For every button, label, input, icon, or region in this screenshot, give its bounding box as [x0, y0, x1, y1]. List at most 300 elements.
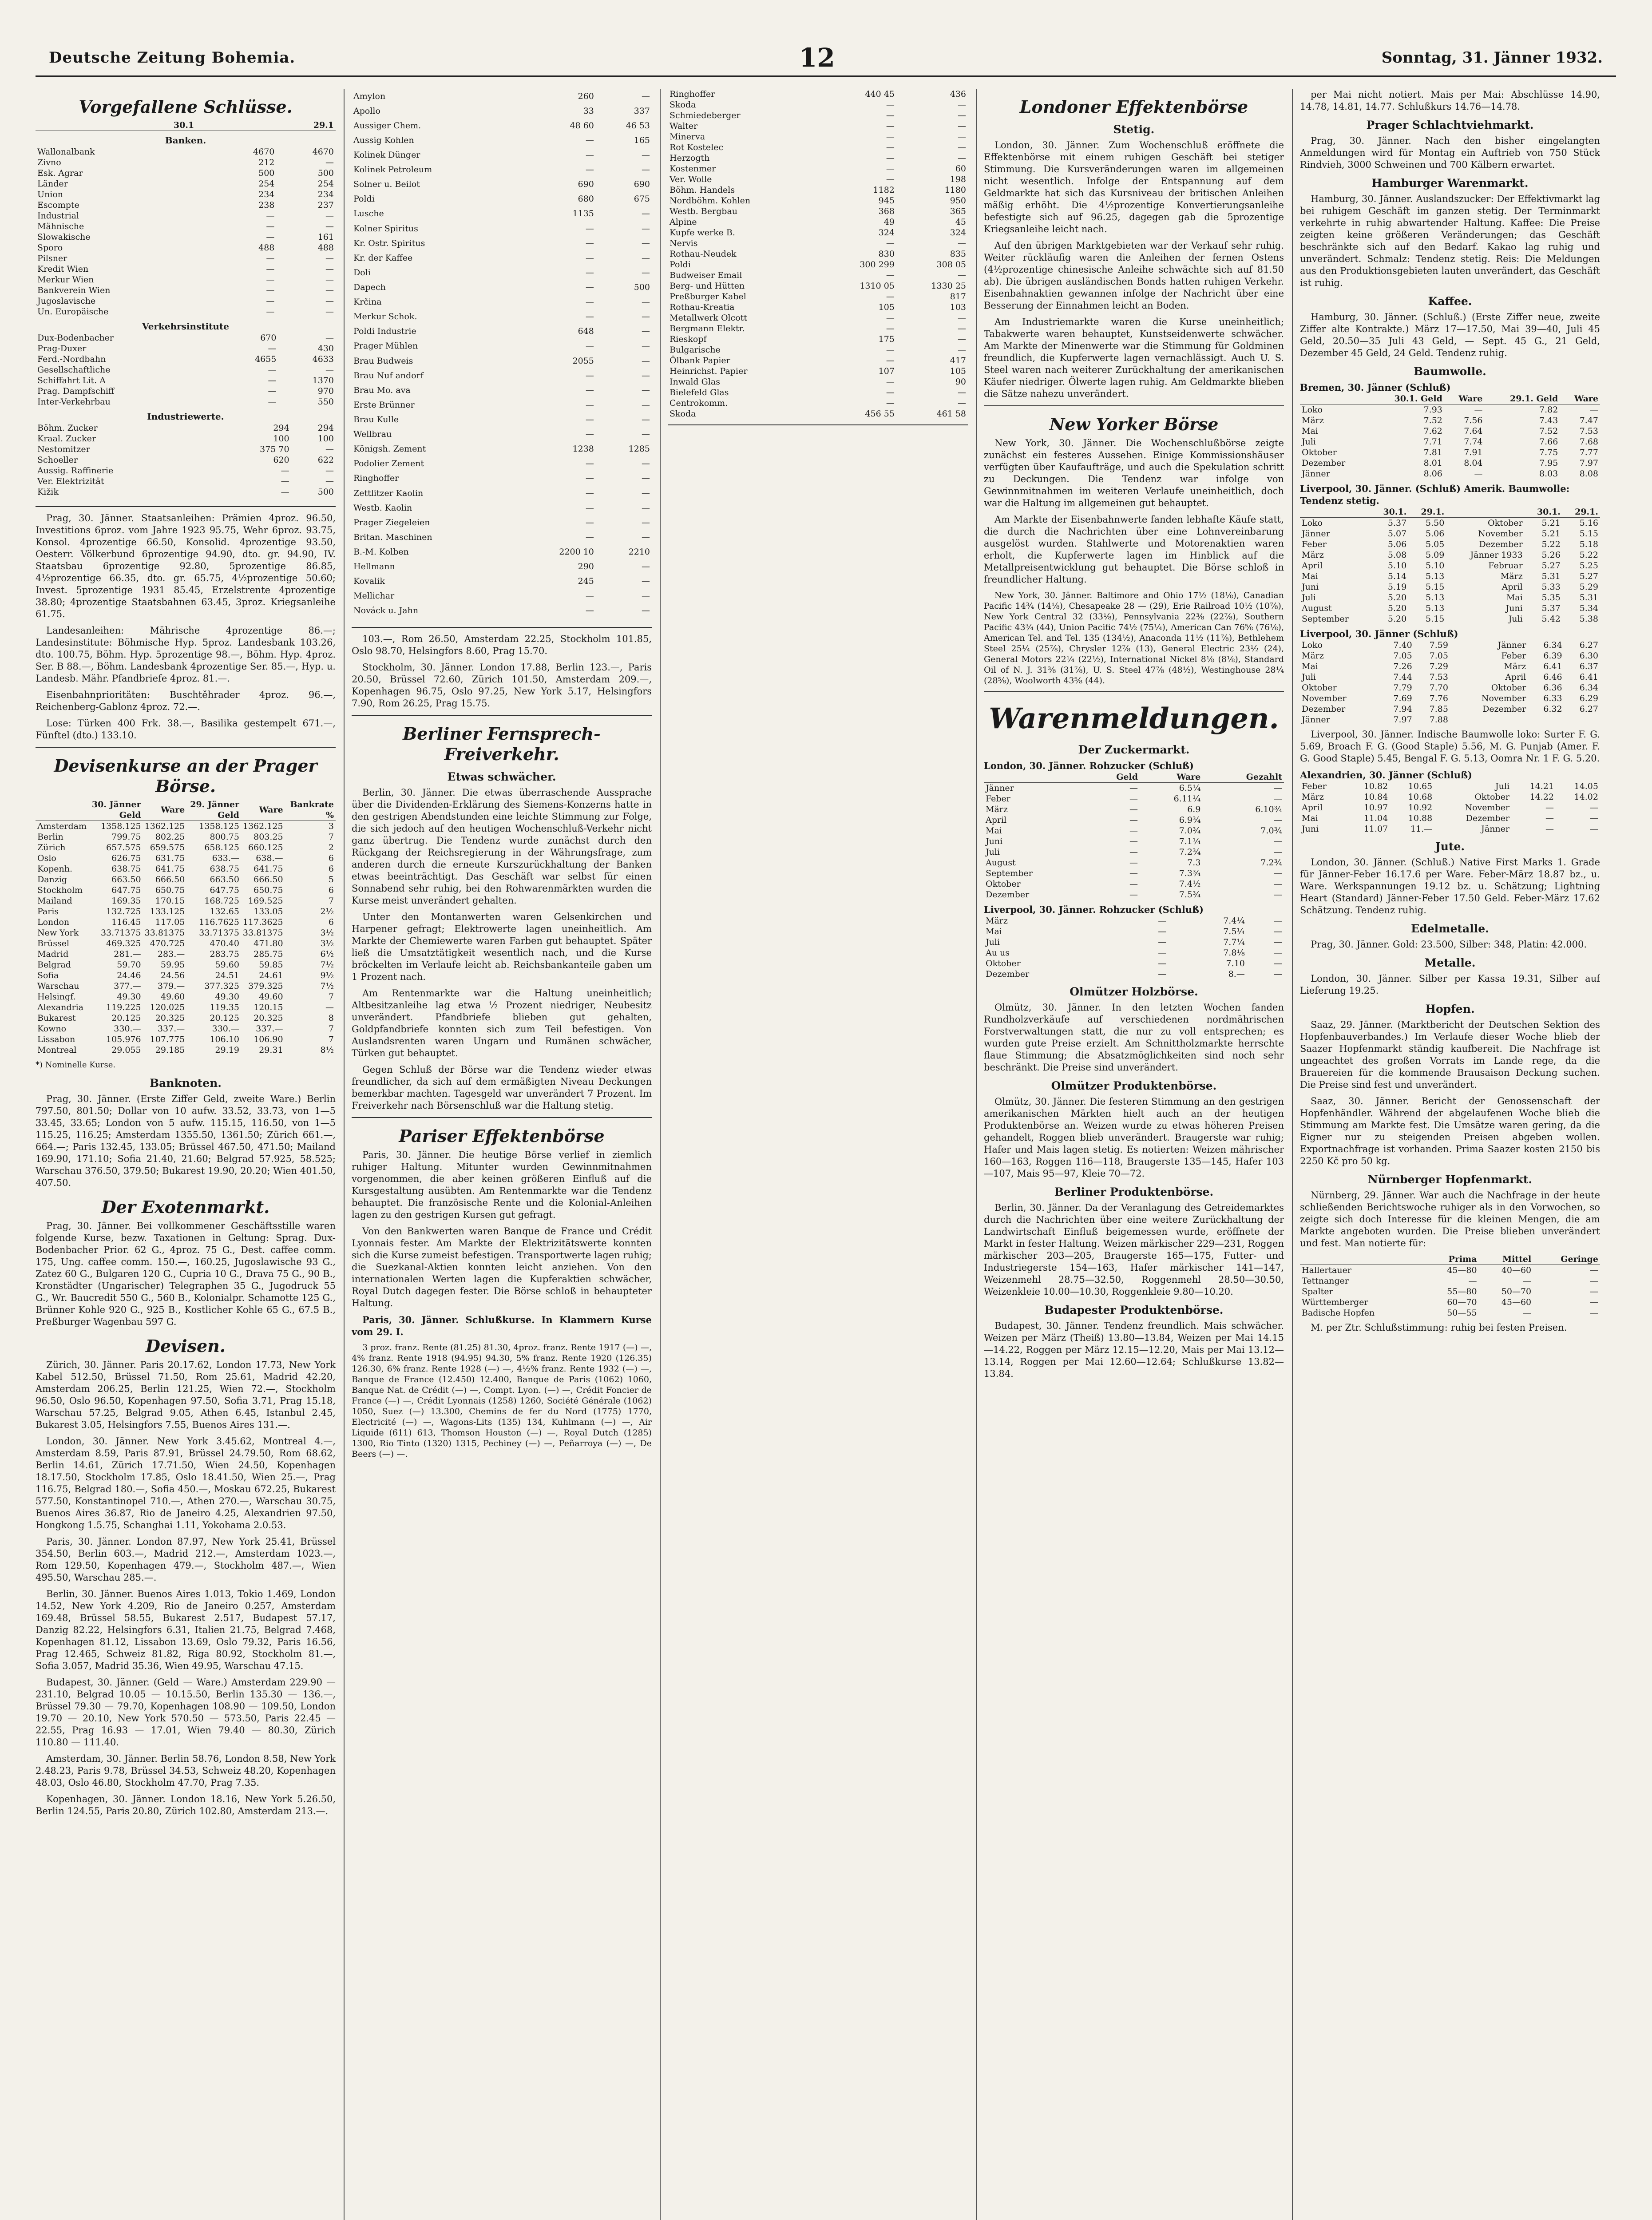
table-cell: 6.32 — [1543, 704, 1562, 714]
bremen-head: Bremen, 30. Jänner (Schluß) — [1300, 382, 1451, 393]
table-row — [984, 969, 1284, 979]
table-cell: — — [585, 414, 594, 424]
table-cell: 817 — [950, 292, 966, 301]
table-cell: 6.29 — [1579, 694, 1598, 703]
table-cell: 659.575 — [150, 843, 185, 852]
nuern-table — [1300, 1254, 1600, 1318]
table-header: Prima — [1424, 1254, 1479, 1265]
table-cell: 169.525 — [248, 896, 283, 906]
table-cell: — — [642, 253, 650, 263]
table-header: 29.1. Geld — [1485, 393, 1560, 404]
table-cell: Apollo — [353, 106, 380, 116]
table-cell: 7.66 — [1539, 437, 1558, 447]
alexandrien-table — [1300, 781, 1600, 834]
table-cell: 283.75 — [210, 949, 239, 959]
table-cell: Kr. Ostr. Spiritus — [353, 238, 425, 248]
table-header: 30. Jänner Geld — [88, 799, 143, 821]
vorgefallene-table-3 — [668, 89, 968, 419]
table-row — [1300, 528, 1600, 539]
table-cell: 8.03 — [1539, 469, 1558, 479]
table-row — [984, 804, 1284, 815]
table-row — [36, 842, 336, 853]
table-row — [1300, 1297, 1600, 1308]
table-cell: 8.04 — [1464, 458, 1483, 468]
table-cell: 100 — [317, 434, 334, 444]
table-row — [668, 408, 968, 419]
table-header: 29.1. — [1562, 507, 1600, 518]
table-row — [668, 398, 968, 408]
table-cell: 7.93 — [1423, 405, 1442, 415]
table-row — [36, 959, 336, 970]
table-row — [36, 917, 336, 928]
table-cell: Jänner 1933 — [1470, 550, 1523, 560]
table-cell: 337.— — [157, 1024, 185, 1034]
table-cell: — — [281, 476, 289, 486]
table-cell: Amylon — [353, 91, 386, 101]
table-header: 30.1. — [1371, 507, 1408, 518]
table-cell: 8.— — [1228, 969, 1245, 979]
table-cell: Un. Europäische — [37, 307, 109, 317]
table-cell: 379.325 — [248, 981, 283, 991]
table-cell: 6 — [328, 917, 334, 927]
table-cell: März — [986, 916, 1008, 926]
table-row — [1300, 582, 1600, 592]
table-cell: — — [325, 296, 334, 306]
table-cell: — — [642, 356, 650, 366]
table-cell: 7 — [328, 832, 334, 842]
table-row — [352, 236, 652, 250]
table-header: 30.1. Geld — [1369, 393, 1444, 404]
table-cell: Kolner Spiritus — [353, 223, 418, 234]
table-cell: März — [1302, 416, 1324, 425]
table-cell: 550 — [317, 397, 334, 407]
table-cell: Feber — [1302, 539, 1327, 549]
table-cell: 3½ — [320, 939, 334, 948]
vorgefallene-left — [36, 120, 336, 501]
table-cell: 666.50 — [254, 875, 283, 884]
table-cell: — — [886, 174, 895, 184]
table-cell: Aussig. Raffinerie — [37, 466, 114, 476]
table-cell: — — [642, 591, 650, 601]
hamb-text: Hamburg, 30. Jänner. Auslandszucker: Der Effektivmarkt lag bei ruhigem Geschäft im ganzen stetig. Der Terminmarkt verkehrte in ruhig abwartender Haltung. Kaffee: Die Preise zeigten keine größeren Veränderungen; das Geschäft beschränkte sich auf den Bedarf. Kakao lag ruhig und unverändert. Schmalz: Tendenz stetig. Reis: Die Meldungen aus den Produktionsgebieten lauten unverändert, das Geschäft ist ruhig. — [1300, 194, 1600, 288]
table-cell: Mähnische — [37, 222, 84, 231]
table-cell: Kižik — [37, 487, 59, 497]
table-row — [1300, 603, 1600, 614]
industrie-table-2 — [352, 89, 652, 618]
table-cell: 119.225 — [106, 1003, 141, 1012]
table-cell: 7.97 — [1393, 715, 1412, 725]
table-row — [36, 896, 336, 906]
table-cell: Dapech — [353, 282, 386, 292]
table-row — [984, 926, 1284, 937]
table-cell: 11.— — [1410, 824, 1433, 834]
column-b — [352, 89, 652, 2220]
table-row — [36, 1013, 336, 1023]
column-c — [668, 89, 968, 2220]
table-cell: Zürich — [37, 843, 66, 852]
table-row — [1300, 813, 1600, 824]
table-cell: — — [281, 466, 289, 476]
table-cell: 6.46 — [1543, 672, 1562, 682]
devisen2-title: Devisen. — [145, 1336, 226, 1356]
table-cell: 7.43 — [1539, 416, 1558, 425]
table-cell: — — [642, 606, 650, 616]
table-row — [352, 471, 652, 486]
table-cell: — — [1274, 836, 1282, 846]
table-cell: Kostenmer — [670, 164, 716, 174]
table-cell: 6.34 — [1543, 640, 1562, 650]
table-cell: Bergmann Elektr. — [670, 324, 745, 333]
table-cell: — — [642, 459, 650, 469]
table-cell: Au us — [986, 948, 1010, 958]
table-cell: Juli — [1302, 437, 1316, 447]
column-rule — [660, 89, 661, 2220]
table-cell: November — [1481, 694, 1526, 703]
table-cell: 7.79 — [1393, 683, 1412, 693]
table-row — [984, 889, 1284, 900]
table-cell: 7.62 — [1423, 426, 1442, 436]
table-cell: Zivno — [37, 158, 61, 167]
banknoten-title: Banknoten. — [149, 1077, 222, 1090]
zucker2-head: Liverpool, 30. Jänner. Rohzucker (Schluß) — [984, 904, 1204, 915]
table-cell: 106.10 — [210, 1035, 239, 1044]
table-cell: 6.34 — [1579, 683, 1598, 693]
table-cell: — — [266, 222, 275, 231]
table-cell: 377.— — [114, 981, 141, 991]
table-cell: 5.37 — [1541, 603, 1561, 613]
table-cell: 379.— — [157, 981, 185, 991]
table-row — [984, 836, 1284, 847]
table-row — [1300, 592, 1600, 603]
table-row — [36, 874, 336, 885]
table-cell: 7.91 — [1464, 448, 1483, 457]
table-row — [668, 174, 968, 185]
table-cell: — — [585, 459, 594, 469]
table-cell: 417 — [950, 356, 966, 365]
table-cell: März — [1302, 792, 1324, 802]
table-cell: 7.52 — [1423, 416, 1442, 425]
table-cell: 330.— — [114, 1024, 141, 1034]
table-cell: 5.07 — [1387, 529, 1407, 539]
table-cell: 24.61 — [259, 971, 283, 980]
table-row — [984, 857, 1284, 868]
table-row — [1300, 614, 1600, 624]
table-cell: — — [642, 400, 650, 410]
table-cell: — — [585, 385, 594, 395]
table-cell: Dezember — [986, 969, 1030, 979]
table-cell: 10.97 — [1363, 803, 1388, 813]
table-cell: Danzig — [37, 875, 67, 884]
table-row — [1300, 1265, 1600, 1276]
table-cell: — — [958, 121, 966, 131]
table-cell: Mai — [1506, 593, 1523, 603]
table-cell: 1285 — [628, 444, 650, 454]
newspaper-title: Deutsche Zeitung Bohemia. — [49, 49, 296, 67]
table-cell: 90 — [955, 377, 966, 387]
table-cell: 8 — [328, 1013, 334, 1023]
table-cell: Nováck u. Jahn — [353, 606, 419, 616]
table-cell: 103 — [950, 302, 966, 312]
table-cell: 7.77 — [1579, 448, 1598, 457]
table-cell: — — [886, 398, 895, 408]
table-cell: 254 — [317, 179, 334, 189]
table-cell: — — [886, 356, 895, 365]
paragraph: Prag, 30. Jänner. Staatsanleihen: Prämien 4proz. 96.50, Investitions 6proz. vom Jahre 1923 95.75, Wehr 6proz. 93.75, Konsol. 4prozentige 66.50, Konsolid. 4prozentige 93.50, Oesterr. Völkerbund 6prozentige 94.90, dto. gr. 94.90, IV. Staatsbau 6prozentige 92.80, 5prozentige 86.85, 4½prozentige 66.35, dto. gr. 65.75, 4½prozentige 50.60; Invest. 5prozentige 1931 85.45, Erzelstrente 4prozentige 38.80; 4prozentige Staatsbahnen 63.45, 3proz. Kriegsanleihe 61.75. — [36, 513, 336, 619]
nuern-text: Nürnberg, 29. Jänner. War auch die Nachfrage in der heute schließenden Berichtswoche ruhiger als in den Vorwochen, so zeigte sich doch Interesse für die kleinen Mengen, die am Markte angeboten wurden. Die Preise blieben unverändert und fest. Man notierte für: — [1300, 1190, 1600, 1249]
vorgefallene-title: Vorgefallene Schlüsse. — [79, 97, 293, 117]
table-cell: 5.21 — [1541, 518, 1561, 528]
edel-title: Edelmetalle. — [1411, 922, 1489, 935]
column-rule — [976, 89, 977, 2220]
table-cell: Brau Mo. ava — [353, 385, 411, 395]
table-cell: 6.37 — [1579, 662, 1598, 671]
table-row — [36, 423, 336, 433]
table-cell: August — [986, 858, 1016, 868]
table-cell: Kopenh. — [37, 864, 73, 874]
table-cell: 20.125 — [111, 1013, 141, 1023]
table-cell: — — [958, 111, 966, 120]
table-row — [668, 163, 968, 174]
table-cell: 7.56 — [1464, 416, 1483, 425]
table-cell: 105 — [878, 302, 895, 312]
table-cell: — — [642, 488, 650, 498]
table-cell: Pilsner — [37, 254, 67, 263]
table-row — [668, 249, 968, 259]
table-row — [1300, 404, 1600, 416]
london-text — [984, 139, 1284, 400]
table-cell: 10.84 — [1363, 792, 1388, 802]
table-cell: 5.05 — [1426, 539, 1445, 549]
table-cell: Kolinek Petroleum — [353, 165, 432, 175]
table-row — [36, 476, 336, 487]
table-cell: Sporo — [37, 243, 63, 253]
table-row — [1300, 560, 1600, 571]
table-cell: — — [585, 488, 594, 498]
table-cell: Oktober — [986, 879, 1021, 889]
table-cell: 7.52 — [1539, 426, 1558, 436]
table-cell: — — [585, 429, 594, 440]
table-cell: — — [1274, 948, 1282, 958]
paragraph: Amsterdam, 30. Jänner. Berlin 58.76, London 8.58, New York 2.48.23, Paris 9.78, Brüssel 34.53, Schweiz 48.20, Kopenhagen 48.03, Oslo 46.80, Stockholm 47.70, Prag 7.35. — [36, 1753, 336, 1788]
table-cell: Podolier Zement — [353, 459, 424, 469]
table-row — [984, 783, 1284, 794]
table-cell: — — [325, 476, 334, 486]
table-row — [984, 916, 1284, 926]
table-header: 29.1. — [1408, 507, 1446, 518]
table-cell: Wellbrau — [353, 429, 392, 440]
table-row — [36, 906, 336, 917]
table-header: Geringe — [1533, 1254, 1600, 1265]
table-cell: Poldi — [353, 194, 375, 204]
table-cell: 647.75 — [210, 885, 239, 895]
table-cell: — — [958, 324, 966, 333]
table-row — [668, 387, 968, 398]
table-row — [36, 938, 336, 949]
table-cell: Oslo — [37, 853, 56, 863]
table-row — [36, 455, 336, 465]
table-cell: 60 — [955, 164, 966, 174]
table-cell: — — [886, 377, 895, 387]
table-cell: 638.— — [256, 853, 283, 863]
table-row — [1300, 426, 1600, 436]
table-cell: 7.5¾ — [1179, 890, 1201, 900]
table-cell: — — [585, 370, 594, 381]
table-cell: Jänner — [1302, 529, 1330, 539]
table-cell: 5.22 — [1579, 550, 1598, 560]
table-cell: 330.— — [212, 1024, 239, 1034]
table-cell: — — [585, 267, 594, 278]
table-row — [36, 253, 336, 264]
spacer — [668, 431, 968, 440]
berlin-title: Berliner Fernsprech-Freiverkehr. — [403, 724, 601, 764]
table-cell: 5.14 — [1387, 571, 1407, 581]
table-cell: 5.06 — [1426, 529, 1445, 539]
table-cell: — — [281, 487, 289, 497]
table-cell: — — [886, 313, 895, 323]
table-cell: 7.10 — [1226, 959, 1245, 968]
table-cell: Februar — [1488, 561, 1523, 571]
table-cell: — — [642, 429, 650, 440]
table-cell: Nervis — [670, 238, 698, 248]
table-row — [36, 386, 336, 396]
table-row — [352, 544, 652, 559]
table-row — [36, 832, 336, 842]
table-cell: 24.51 — [215, 971, 239, 980]
staatsanleihen-text — [36, 512, 336, 741]
table-cell: 1238 — [572, 444, 594, 454]
table-cell: — — [642, 473, 650, 484]
table-cell: Industrial — [37, 211, 79, 221]
table-cell: September — [1302, 614, 1349, 624]
table-header: 30.1 — [56, 120, 196, 131]
table-cell: Dezember — [986, 890, 1030, 900]
table-cell: — — [1129, 890, 1138, 900]
table-cell: Juni — [1302, 824, 1319, 834]
divider — [352, 627, 652, 628]
table-cell: — — [325, 1003, 334, 1012]
table-cell: — — [325, 158, 334, 167]
table-cell: 690 — [578, 179, 594, 190]
table-cell: — — [1590, 803, 1598, 813]
table-cell: 4670 — [253, 147, 275, 157]
table-cell: — — [886, 270, 895, 280]
jute-title: Jute. — [1435, 840, 1465, 853]
table-row — [1300, 571, 1600, 582]
table-cell: 620 — [273, 455, 289, 465]
devisen-title: Devisenkurse an der Prager Börse. — [54, 756, 317, 796]
table-row — [1300, 693, 1600, 704]
table-cell: 5.38 — [1579, 614, 1598, 624]
table-cell: 59.60 — [215, 960, 239, 970]
table-cell: 7.40 — [1393, 640, 1412, 650]
table-cell: 1180 — [944, 185, 966, 195]
table-cell: — — [1129, 879, 1138, 889]
table-cell: 11.07 — [1363, 824, 1388, 834]
table-row — [668, 206, 968, 217]
table-cell: 1358.125 — [100, 821, 141, 831]
table-row — [1300, 550, 1600, 560]
table-row — [352, 206, 652, 221]
paragraph: Am Markte der Eisenbahnwerte fanden lebhafte Käufe statt, die durch die Nachrichten über eine Lohnvereinbarung ausgelöst wurden. Stahlwerte und Motorenaktien waren erholt, die Kupferwerte lagen im Hinblick auf die Metallpreisentwicklung gut behauptet. Die Börse schloß in freundlicher Haltung. — [984, 514, 1284, 585]
table-cell: 4670 — [312, 147, 334, 157]
table-row — [352, 486, 652, 500]
table-cell: — — [1129, 794, 1138, 804]
table-row — [352, 133, 652, 147]
divider — [352, 1117, 652, 1118]
table-cell: — — [1129, 868, 1138, 878]
group-title: Industriewerte. — [147, 411, 224, 422]
table-cell: 7.0¾ — [1179, 826, 1201, 836]
table-cell — [1528, 714, 1564, 725]
table-row — [36, 444, 336, 455]
table-row — [352, 177, 652, 192]
table-cell: 663.50 — [210, 875, 239, 884]
table-cell: Juni — [986, 836, 1003, 846]
table-cell: Paris — [37, 907, 59, 916]
table-cell: 6.9 — [1187, 805, 1201, 814]
table-cell: — — [958, 100, 966, 110]
table-cell: 440 45 — [865, 89, 895, 99]
table-cell: 133.125 — [150, 907, 185, 916]
schlacht-title: Prager Schlachtviehmarkt. — [1366, 119, 1534, 131]
table-cell: 7.68 — [1579, 437, 1598, 447]
table-cell: — — [585, 253, 594, 263]
table-row — [352, 530, 652, 544]
table-cell: — — [642, 91, 650, 101]
zucker-head: London, 30. Jänner. Rohzucker (Schluß) — [984, 760, 1194, 771]
table-cell: 500 — [634, 282, 650, 292]
table-row — [36, 189, 336, 200]
table-row — [668, 291, 968, 302]
table-row — [984, 879, 1284, 889]
table-cell: — — [585, 150, 594, 160]
table-cell: 6 — [328, 853, 334, 863]
table-cell: Berlin — [37, 832, 63, 842]
table-cell: 5.09 — [1426, 550, 1445, 560]
table-header: Ware — [1560, 393, 1600, 404]
table-row — [36, 343, 336, 354]
table-cell: 2200 10 — [559, 547, 594, 557]
table-cell: 24.56 — [160, 971, 185, 980]
table-cell: Schmiedeberger — [670, 111, 741, 120]
nuern-foot: M. per Ztr. Schlußstimmung: ruhig bei festen Preisen. — [1311, 1322, 1567, 1333]
table-cell: — — [585, 503, 594, 513]
table-cell: — — [585, 135, 594, 145]
table-cell: — — [1545, 813, 1554, 823]
table-cell: 33.71375 — [199, 928, 239, 938]
table-cell: Centrokomm. — [670, 398, 728, 408]
table-cell: 7 — [328, 1024, 334, 1034]
table-cell: — — [1274, 916, 1282, 926]
table-cell: 33.81375 — [144, 928, 185, 938]
table-cell: Mai — [986, 826, 1002, 836]
table-cell: 5.50 — [1426, 518, 1445, 528]
table-cell: 10.68 — [1408, 792, 1433, 802]
table-cell: 7.97 — [1579, 458, 1598, 468]
paragraph: Am Industriemarkte waren die Kurse uneinheitlich; Tabakwerte waren behauptet, Kunstseidenwerte schwächer. Am Markte der Minenwerte war die Stimmung für Goldminen freundlich, die Kupferwerte lagen vernachlässigt. Auch U. S. Steel waren nach weiterer Zurückhaltung der amerikanischen Käufer niedriger. Ölwerte lagen ruhig. Am Geldmarkte blieben die Sätze nahezu unverändert. — [984, 317, 1284, 399]
table-cell: Krčina — [353, 297, 382, 307]
table-cell: 8½ — [320, 1045, 334, 1055]
table-cell: 59.70 — [117, 960, 141, 970]
paris-quotes-head: Paris, 30. Jänner. Schlußkurse. In Klammern Kurse vom 29. I. — [352, 1314, 652, 1337]
table-cell: 106.90 — [254, 1035, 283, 1044]
table-header — [1300, 393, 1369, 404]
table-cell: Loko — [1302, 640, 1323, 650]
divider — [984, 405, 1284, 406]
table-cell: 6.9¾ — [1179, 815, 1201, 825]
table-cell: 11.04 — [1363, 813, 1388, 823]
table-cell: — — [1274, 927, 1282, 936]
